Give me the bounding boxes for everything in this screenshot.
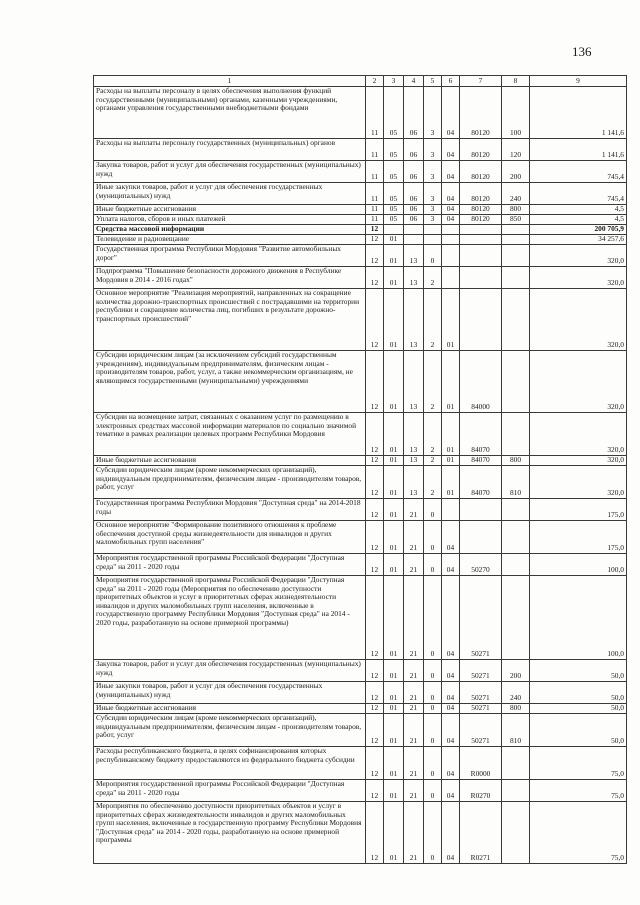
cell-program: 0: [424, 499, 442, 521]
cell-amount: 75,0: [530, 747, 627, 780]
row-description: Иные закупки товаров, работ и услуг для обеспечения государственных (муниципальных) нужд: [94, 183, 366, 205]
table-row: [94, 802, 627, 864]
cell-activity: 80120: [460, 139, 502, 161]
cell-expense-type: 100: [502, 87, 530, 139]
cell-expense-type: [502, 267, 530, 289]
cell-activity: 84070: [460, 456, 502, 466]
row-description: Основное мероприятие "Реализация мероприятий, направленных на сокращение количества дорожно-транспортных происшествий с пострадавшими на территории республики и сокращение количества лиц, погибших в результате дорожно-транспортных происшествий": [94, 289, 366, 351]
cell-subsection: 01: [384, 466, 404, 499]
cell-expense-type: [502, 413, 530, 456]
cell-expense-type: [502, 521, 530, 554]
cell-amount: 1 141,6: [530, 87, 627, 139]
cell-amount: 200 705,9: [530, 225, 627, 235]
cell-subprogram: 04: [442, 215, 460, 225]
row-description: Мероприятия государственной программы Российской Федерации "Доступная среда" на 2011 - 2020 годы: [94, 554, 366, 576]
cell-subprogram: [442, 225, 460, 235]
cell-subprogram: 01: [442, 289, 460, 351]
cell-subsection: 01: [384, 802, 404, 864]
cell-section: 12: [366, 351, 384, 413]
row-description: Иные закупки товаров, работ и услуг для обеспечения государственных (муниципальных) нужд: [94, 682, 366, 704]
row-description: Субсидии на возмещение затрат, связанных с оказанием услуг по размещению в электронных средствах массовой информации материалов по социально значимой тематике в рамках реализации целевых программ Республики Мордовия: [94, 413, 366, 456]
cell-program: 0: [424, 521, 442, 554]
cell-amount: 1 141,6: [530, 139, 627, 161]
cell-subprogram: 04: [442, 205, 460, 215]
cell-subprogram: 04: [442, 576, 460, 660]
cell-expense-type: [502, 225, 530, 235]
table-header-row: [94, 76, 627, 87]
cell-program: 0: [424, 780, 442, 802]
cell-section: 12: [366, 289, 384, 351]
cell-target-item: 13: [404, 466, 424, 499]
cell-program: 3: [424, 205, 442, 215]
cell-expense-type: [502, 554, 530, 576]
cell-subsection: 01: [384, 521, 404, 554]
cell-program: 2: [424, 466, 442, 499]
table-row: [94, 161, 627, 183]
cell-section: 11: [366, 205, 384, 215]
cell-section: 12: [366, 499, 384, 521]
cell-target-item: 13: [404, 267, 424, 289]
cell-amount: 320,0: [530, 456, 627, 466]
row-description: Закупка товаров, работ и услуг для обеспечения государственных (муниципальных) нужд: [94, 161, 366, 183]
row-description: Иные бюджетные ассигнования: [94, 704, 366, 714]
page-number: 136: [572, 44, 592, 59]
cell-expense-type: [502, 802, 530, 864]
cell-activity: R0271: [460, 802, 502, 864]
cell-subsection: 05: [384, 205, 404, 215]
cell-activity: 50271: [460, 704, 502, 714]
cell-subprogram: 04: [442, 704, 460, 714]
cell-activity: 84070: [460, 466, 502, 499]
cell-subprogram: [442, 267, 460, 289]
table-row: [94, 289, 627, 351]
cell-subsection: [384, 225, 404, 235]
cell-section: 12: [366, 267, 384, 289]
cell-program: 0: [424, 747, 442, 780]
cell-target-item: 06: [404, 87, 424, 139]
cell-section: 12: [366, 245, 384, 267]
cell-target-item: 21: [404, 660, 424, 682]
cell-subprogram: [442, 245, 460, 267]
cell-subsection: 01: [384, 456, 404, 466]
cell-target-item: 13: [404, 289, 424, 351]
cell-program: 3: [424, 87, 442, 139]
cell-subprogram: 04: [442, 161, 460, 183]
cell-subsection: 01: [384, 747, 404, 780]
cell-amount: 100,0: [530, 576, 627, 660]
cell-amount: 320,0: [530, 351, 627, 413]
header-cell: 9: [530, 76, 627, 87]
table-row: [94, 576, 627, 660]
cell-expense-type: [502, 245, 530, 267]
row-description: Мероприятия по обеспечению доступности приоритетных объектов и услуг в приоритетных сферах жизнедеятельности инвалидов и других маломобильных групп населения, включенные в государственную программу Республики Мордовия "Доступная среда" на 2014 - 2020 годы, разработанную на основе примерной программы: [94, 802, 366, 864]
cell-target-item: 06: [404, 161, 424, 183]
cell-program: 2: [424, 267, 442, 289]
table-row: [94, 660, 627, 682]
cell-amount: 4,5: [530, 205, 627, 215]
cell-program: 0: [424, 802, 442, 864]
cell-activity: [460, 235, 502, 245]
table-row: [94, 139, 627, 161]
cell-activity: R0000: [460, 747, 502, 780]
cell-activity: 80120: [460, 87, 502, 139]
table-row: [94, 456, 627, 466]
cell-expense-type: 200: [502, 660, 530, 682]
cell-program: [424, 235, 442, 245]
cell-amount: 320,0: [530, 245, 627, 267]
cell-amount: 75,0: [530, 780, 627, 802]
cell-activity: 50271: [460, 682, 502, 704]
cell-expense-type: 240: [502, 183, 530, 205]
cell-program: 0: [424, 714, 442, 747]
cell-activity: R0270: [460, 780, 502, 802]
cell-program: 0: [424, 682, 442, 704]
cell-amount: 320,0: [530, 267, 627, 289]
cell-subprogram: [442, 499, 460, 521]
cell-subsection: 01: [384, 235, 404, 245]
cell-subprogram: 04: [442, 183, 460, 205]
header-cell: 6: [442, 76, 460, 87]
cell-target-item: 21: [404, 802, 424, 864]
cell-target-item: 21: [404, 499, 424, 521]
row-description: Средства массовой информации: [94, 225, 366, 235]
table-row: [94, 682, 627, 704]
cell-subsection: 01: [384, 245, 404, 267]
row-description: Субсидии юридическим лицам (кроме некоммерческих организаций), индивидуальным предпринимателям, физическим лицам - производителям товаров, работ, услуг: [94, 466, 366, 499]
cell-activity: 50271: [460, 576, 502, 660]
row-description: Субсидии юридическим лицам (за исключением субсидий государственным учреждениям), индивидуальным предпринимателям, физическим лицам - производителям товаров, работ, услуг, а также некоммерческим организациям, не являющимся государственными (муниципальными) учреждениями: [94, 351, 366, 413]
cell-subprogram: 04: [442, 714, 460, 747]
cell-expense-type: 240: [502, 682, 530, 704]
row-description: Закупка товаров, работ и услуг для обеспечения государственных (муниципальных) нужд: [94, 660, 366, 682]
cell-subsection: 01: [384, 576, 404, 660]
cell-target-item: 06: [404, 205, 424, 215]
cell-target-item: 21: [404, 521, 424, 554]
table-row: [94, 704, 627, 714]
cell-expense-type: 810: [502, 714, 530, 747]
cell-subprogram: 01: [442, 456, 460, 466]
cell-subprogram: 04: [442, 660, 460, 682]
cell-section: 11: [366, 139, 384, 161]
header-cell: 8: [502, 76, 530, 87]
cell-program: 0: [424, 704, 442, 714]
cell-subprogram: 04: [442, 682, 460, 704]
cell-activity: 50271: [460, 714, 502, 747]
cell-subprogram: 01: [442, 466, 460, 499]
cell-target-item: 21: [404, 554, 424, 576]
cell-program: 2: [424, 351, 442, 413]
cell-target-item: 13: [404, 413, 424, 456]
cell-subsection: 01: [384, 660, 404, 682]
table-row: [94, 205, 627, 215]
cell-expense-type: 850: [502, 215, 530, 225]
cell-section: 11: [366, 183, 384, 205]
cell-program: 0: [424, 554, 442, 576]
cell-section: 12: [366, 802, 384, 864]
cell-target-item: 06: [404, 215, 424, 225]
cell-subsection: 01: [384, 499, 404, 521]
cell-section: 11: [366, 215, 384, 225]
header-cell: 2: [366, 76, 384, 87]
cell-activity: 50271: [460, 660, 502, 682]
cell-section: 12: [366, 780, 384, 802]
table-row: [94, 714, 627, 747]
cell-program: 3: [424, 139, 442, 161]
table-row: [94, 183, 627, 205]
cell-activity: [460, 499, 502, 521]
cell-section: 12: [366, 521, 384, 554]
row-description: Иные бюджетные ассигнования: [94, 205, 366, 215]
cell-amount: 75,0: [530, 802, 627, 864]
cell-expense-type: 810: [502, 466, 530, 499]
cell-expense-type: [502, 499, 530, 521]
header-cell: 1: [94, 76, 366, 87]
table-row: [94, 780, 627, 802]
cell-section: 11: [366, 161, 384, 183]
cell-subprogram: 04: [442, 87, 460, 139]
row-description: Государственная программа Республики Мордовия "Развитие автомобильных дорог": [94, 245, 366, 267]
cell-program: [424, 225, 442, 235]
cell-subprogram: 01: [442, 413, 460, 456]
cell-subsection: 01: [384, 351, 404, 413]
row-description: Расходы республиканского бюджета, в целях софинансирования которых республиканскому бюджету предоставляются из федерального бюджета субсидии: [94, 747, 366, 780]
cell-amount: 50,0: [530, 682, 627, 704]
cell-target-item: 06: [404, 183, 424, 205]
cell-subsection: 01: [384, 780, 404, 802]
cell-program: 0: [424, 660, 442, 682]
cell-amount: 745,4: [530, 161, 627, 183]
cell-expense-type: 200: [502, 161, 530, 183]
cell-amount: 50,0: [530, 704, 627, 714]
cell-target-item: 21: [404, 576, 424, 660]
cell-program: 0: [424, 576, 442, 660]
cell-subsection: 05: [384, 183, 404, 205]
row-description: Расходы на выплаты персоналу в целях обеспечения выполнения функций государственными (муниципальными) органами, казенными учреждениями, органами управления государственными внебюджетными фондами: [94, 87, 366, 139]
cell-expense-type: [502, 235, 530, 245]
cell-subprogram: 04: [442, 802, 460, 864]
cell-section: 12: [366, 554, 384, 576]
cell-activity: 50270: [460, 554, 502, 576]
cell-expense-type: 800: [502, 205, 530, 215]
cell-amount: 100,0: [530, 554, 627, 576]
cell-amount: 320,0: [530, 289, 627, 351]
cell-subsection: 01: [384, 704, 404, 714]
header-cell: 7: [460, 76, 502, 87]
cell-program: 3: [424, 183, 442, 205]
table-row: [94, 554, 627, 576]
cell-subprogram: [442, 235, 460, 245]
row-description: Иные бюджетные ассигнования: [94, 456, 366, 466]
cell-amount: 745,4: [530, 183, 627, 205]
header-cell: 3: [384, 76, 404, 87]
cell-subsection: 05: [384, 87, 404, 139]
cell-subprogram: 04: [442, 554, 460, 576]
cell-subsection: 01: [384, 554, 404, 576]
cell-target-item: 21: [404, 704, 424, 714]
cell-subsection: 01: [384, 267, 404, 289]
cell-target-item: 13: [404, 245, 424, 267]
cell-expense-type: [502, 747, 530, 780]
cell-amount: 175,0: [530, 499, 627, 521]
header-cell: 5: [424, 76, 442, 87]
cell-subprogram: 04: [442, 747, 460, 780]
header-cell: 4: [404, 76, 424, 87]
cell-activity: 80120: [460, 215, 502, 225]
cell-subprogram: 01: [442, 351, 460, 413]
cell-target-item: [404, 225, 424, 235]
cell-target-item: 21: [404, 780, 424, 802]
table-row: [94, 215, 627, 225]
table-row: [94, 235, 627, 245]
cell-program: 2: [424, 413, 442, 456]
row-description: Субсидии юридическим лицам (кроме некоммерческих организаций), индивидуальным предпринимателям, физическим лицам - производителям товаров, работ, услуг: [94, 714, 366, 747]
cell-expense-type: [502, 576, 530, 660]
cell-program: 2: [424, 456, 442, 466]
row-description: Уплата налогов, сборов и иных платежей: [94, 215, 366, 225]
cell-activity: 84000: [460, 351, 502, 413]
row-description: Мероприятия государственной программы Российской Федерации "Доступная среда" на 2011 - 2020 годы: [94, 780, 366, 802]
cell-activity: [460, 289, 502, 351]
cell-target-item: [404, 235, 424, 245]
cell-amount: 50,0: [530, 714, 627, 747]
table-row: [94, 351, 627, 413]
cell-subsection: 05: [384, 139, 404, 161]
row-description: Расходы на выплаты персоналу государственных (муниципальных) органов: [94, 139, 366, 161]
cell-activity: 80120: [460, 183, 502, 205]
cell-program: 2: [424, 289, 442, 351]
table-row: [94, 225, 627, 235]
cell-subprogram: 04: [442, 780, 460, 802]
row-description: Мероприятия государственной программы Российской Федерации "Доступная среда" на 2011 - 2020 годы (Мероприятия по обеспечению доступности приоритетных объектов и услуг в приоритетных сферах жизнедеятельности инвалидов и других маломобильных групп населения, включенные в государственную программу Республики Мордовия "Доступная среда" на 2014 - 2020 годы, разработанную на основе примерной программы): [94, 576, 366, 660]
cell-section: 12: [366, 413, 384, 456]
table-row: [94, 87, 627, 139]
cell-program: 3: [424, 215, 442, 225]
cell-section: 12: [366, 747, 384, 780]
cell-expense-type: 120: [502, 139, 530, 161]
cell-amount: 4,5: [530, 215, 627, 225]
table-row: [94, 747, 627, 780]
cell-program: 3: [424, 161, 442, 183]
table-row: [94, 413, 627, 456]
cell-section: 12: [366, 225, 384, 235]
cell-section: 12: [366, 704, 384, 714]
cell-amount: 320,0: [530, 413, 627, 456]
table-row: [94, 521, 627, 554]
cell-section: 12: [366, 456, 384, 466]
cell-target-item: 21: [404, 682, 424, 704]
cell-activity: [460, 225, 502, 235]
cell-section: 12: [366, 682, 384, 704]
row-description: Основное мероприятие "Формирование позитивного отношения к проблеме обеспечения доступной среды жизнедеятельности для инвалидов и других маломобильных групп населения": [94, 521, 366, 554]
cell-target-item: 13: [404, 456, 424, 466]
cell-target-item: 21: [404, 714, 424, 747]
cell-activity: [460, 245, 502, 267]
cell-activity: 80120: [460, 161, 502, 183]
cell-section: 12: [366, 660, 384, 682]
cell-amount: 34 257,6: [530, 235, 627, 245]
cell-section: 11: [366, 87, 384, 139]
cell-activity: 80120: [460, 205, 502, 215]
cell-activity: [460, 521, 502, 554]
table-row: [94, 267, 627, 289]
cell-amount: 175,0: [530, 521, 627, 554]
cell-program: 0: [424, 245, 442, 267]
cell-expense-type: [502, 351, 530, 413]
cell-subsection: 01: [384, 289, 404, 351]
cell-section: 12: [366, 466, 384, 499]
cell-subsection: 01: [384, 413, 404, 456]
cell-expense-type: [502, 289, 530, 351]
cell-expense-type: [502, 780, 530, 802]
cell-activity: [460, 267, 502, 289]
cell-target-item: 13: [404, 351, 424, 413]
cell-section: 12: [366, 714, 384, 747]
cell-subprogram: 04: [442, 521, 460, 554]
cell-amount: 320,0: [530, 466, 627, 499]
cell-section: 12: [366, 235, 384, 245]
table-row: [94, 499, 627, 521]
row-description: Подпрограмма "Повышение безопасности дорожного движения в Республике Мордовия в 2014 - 2016 годах": [94, 267, 366, 289]
cell-target-item: 21: [404, 747, 424, 780]
cell-subsection: 01: [384, 714, 404, 747]
table-row: [94, 245, 627, 267]
table-row: [94, 466, 627, 499]
row-description: Государственная программа Республики Мордовия "Доступная среда" на 2014-2018 годы: [94, 499, 366, 521]
cell-target-item: 06: [404, 139, 424, 161]
cell-activity: 84070: [460, 413, 502, 456]
cell-subsection: 05: [384, 215, 404, 225]
cell-subsection: 01: [384, 682, 404, 704]
cell-section: 12: [366, 576, 384, 660]
cell-expense-type: 800: [502, 704, 530, 714]
row-description: Телевидение и радиовещание: [94, 235, 366, 245]
cell-subprogram: 04: [442, 139, 460, 161]
cell-amount: 50,0: [530, 660, 627, 682]
cell-expense-type: 800: [502, 456, 530, 466]
budget-table: [93, 75, 627, 864]
cell-subsection: 05: [384, 161, 404, 183]
